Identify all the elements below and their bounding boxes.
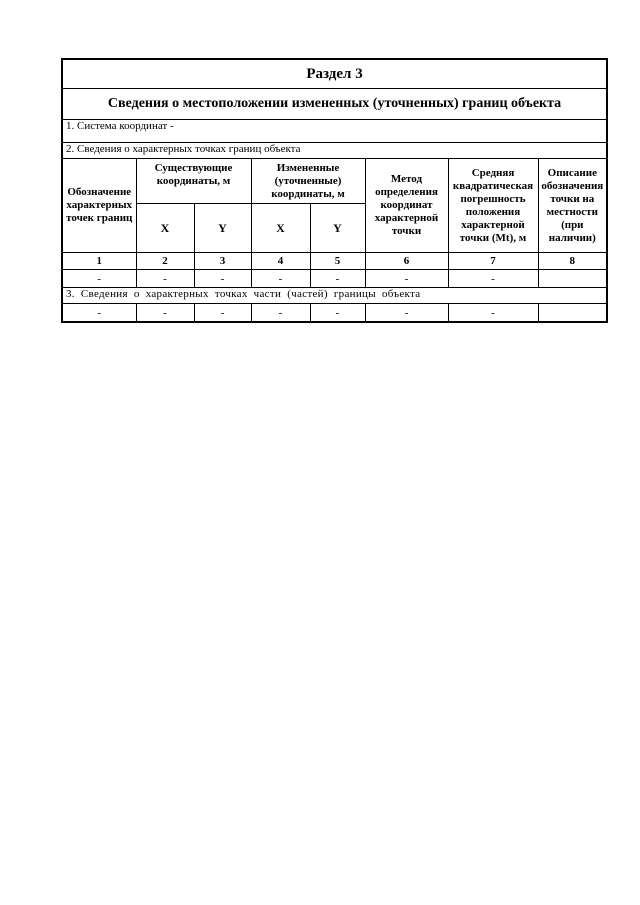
- header-description: Описание обозначения точки на местности (при наличии): [538, 159, 607, 253]
- table-cell: -: [365, 304, 448, 323]
- column-number: 8: [538, 253, 607, 270]
- column-number-row: [62, 253, 607, 270]
- table-row: [62, 270, 607, 288]
- header-point-designation: Обозначение характерных точек границ: [62, 159, 136, 253]
- table-cell: -: [448, 270, 538, 288]
- header-existing-y: Y: [194, 204, 251, 253]
- table-cell: -: [251, 270, 310, 288]
- header-mean-error: Средняя квадратическая погрешность положения характерной точки (Mt), м: [448, 159, 538, 253]
- column-number: 4: [251, 253, 310, 270]
- table-cell: -: [62, 270, 136, 288]
- table-row: [62, 304, 607, 323]
- column-number: 6: [365, 253, 448, 270]
- table-cell: -: [136, 304, 194, 323]
- document-sheet: [61, 58, 606, 323]
- column-number: 5: [310, 253, 365, 270]
- table-cell: -: [62, 304, 136, 323]
- table-cell: -: [194, 304, 251, 323]
- section-3-table: [61, 58, 608, 323]
- boundary-points-line: 2. Сведения о характерных точках границ объекта: [62, 143, 607, 159]
- table-cell: -: [194, 270, 251, 288]
- header-existing-x: X: [136, 204, 194, 253]
- header-changed-coordinates: Измененные (уточненные) координаты, м: [251, 159, 365, 204]
- table-cell: [538, 270, 607, 288]
- column-number: 1: [62, 253, 136, 270]
- header-existing-coordinates: Существующие координаты, м: [136, 159, 251, 204]
- table-cell: -: [136, 270, 194, 288]
- table-cell: -: [251, 304, 310, 323]
- table-cell: [538, 304, 607, 323]
- header-changed-y: Y: [310, 204, 365, 253]
- part-boundary-points-line: 3. Сведения о характерных точках части (частей) границы объекта: [62, 288, 607, 304]
- header-method: Метод определения координат характерной точки: [365, 159, 448, 253]
- section-subtitle: Сведения о местоположении измененных (уточненных) границ объекта: [62, 89, 607, 120]
- section-title: Раздел 3: [62, 59, 607, 89]
- table-cell: -: [365, 270, 448, 288]
- column-number: 2: [136, 253, 194, 270]
- column-number: 3: [194, 253, 251, 270]
- column-number: 7: [448, 253, 538, 270]
- table-cell: -: [310, 304, 365, 323]
- header-changed-x: X: [251, 204, 310, 253]
- table-cell: -: [448, 304, 538, 323]
- table-cell: -: [310, 270, 365, 288]
- coordinate-system-line: 1. Система координат -: [62, 120, 607, 143]
